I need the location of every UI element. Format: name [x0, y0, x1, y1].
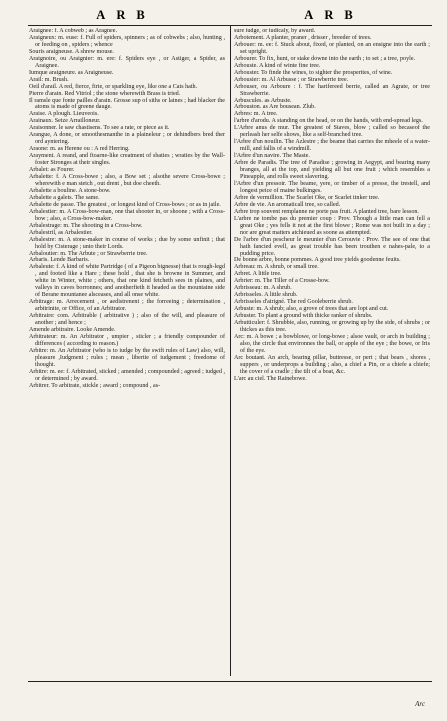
- dictionary-entry: Amende arbitraire. Looke Amende.: [29, 326, 116, 333]
- dictionary-entry: Arbres: m. A tree.: [234, 111, 278, 118]
- dictionary-entry: Arbouston. as Are bousean. Zlub.: [234, 104, 316, 111]
- dictionary-entry: l'Arbre d'un pressoir. The beame, yere, or timber of a presse, the trestell, and longest peice of maine bulkinges.: [234, 180, 430, 194]
- dictionary-entry: Arbre de Paradis. The tree of Paradise ; growing in Aegypt, and bearing many branges, all at the top, and yielding all but one fruit ; which resembles a Pineapple, and rolls sweet slavering.: [234, 160, 430, 181]
- dictionary-entry: Arbre trop souvent remplanne ne porte pas fruit. A planted tree, bare lesson.: [234, 208, 419, 215]
- dictionary-entry: Arbre de vie. An aromaticall tree, so called.: [234, 201, 341, 208]
- dictionary-entry: Araignoire, ou Araignier: m. ere: f. Spiders eye , or Astiger, a Spider, as Araignee.: [29, 55, 225, 69]
- dictionary-entry: Arbalette: f. A Cross-bowe ; also, a Bow set ; alsothe severe Cross-bowe ; wherewith e man stetch , out drent , but doe cheeth.: [29, 174, 225, 187]
- dictionary-entry: Arbalestre: m. A stone-maker in course of works ; due by some unfinit ; that hold by Cisterage ; unto their Lords.: [29, 236, 225, 250]
- dictionary-entry: Arbousier: m. Al Arbusse ; or Strawberrie tree.: [234, 76, 349, 83]
- dictionary-entry: Arbitre: m. ee: f. Arbitrated, sticked ; amended ; compounded ; agreed ; iudged , or determined ; by award.: [29, 368, 225, 382]
- dictionary-entry: Arbouster. To finde the wines, to sighter the prosperites, of wine.: [234, 69, 393, 76]
- catchword: Arc: [415, 700, 425, 708]
- dictionary-entry: Arbaris. Lende Barbaris.: [29, 257, 90, 264]
- dictionary-entry: Arbouser, ou Arboure : f. The harifereed berrie, called an Agrate, or tree Strawberrie.: [234, 83, 430, 97]
- dictionary-entry: Arayment. A reand, and ftoarne-like creatment of sbaties ; wraties by the Wall-foster Stronges at their singles.: [29, 153, 225, 167]
- dictionary-entry: Arail: m. Brush.: [29, 76, 69, 83]
- running-header: [28, 8, 432, 24]
- dictionary-entry: l'arbre d'arodu. A standing on the head, or on the hands, with end-spread legs.: [234, 118, 423, 125]
- dictionary-entry: Arbitrateur: m. An Arbitrator , umpier , sticler ; a friendly compounder of differences ( according to reason.): [29, 333, 225, 347]
- left-column-header: ARB: [96, 8, 156, 22]
- dictionary-entry: De l'arbre d'un pescheur le meunier d'un Cerouvie : Prov. The see of one that hath fancied evell, as great trouble has been trouthen e nahes-pale, to a pudding price.: [234, 236, 430, 257]
- dictionary-entry: Arbitre: m. An Arbitrator (who is to iudge by the swift rules of Law) also, will, pleasure ,Iudgment ; rules ; mean , libertie of iudgement ; freedome of thought.: [29, 347, 225, 368]
- dictionary-entry: Arc: m. A bowe ; a bowblowe, or long-bowe ; alsoe vault, or arch in building ; also, the circle that environnes the ball, or apple of the eye ; the bowe, or Iris of the eye.: [234, 333, 430, 354]
- dictionary-entry: Arbouer: m. ee: f. Stuck about, fixed, or planted, on an ensigne into the earth ; set upright.: [234, 41, 430, 55]
- dictionary-entry: Araone: m. as Herene ou : A red Herring.: [29, 146, 130, 153]
- dictionary-entry: Arbalet: as Fourer.: [29, 167, 75, 174]
- dictionary-entry: Arbuscules. as Arbuste.: [234, 97, 292, 104]
- dictionary-entry: Arbitrer. To arbitrate, stickle ; award ; compound , as-: [29, 382, 161, 389]
- dictionary-entry: Araisonner. le saw chastisens. To see a rate, or piece as it.: [29, 125, 170, 132]
- dictionary-entry: Pierre d'arain. Red Vitriol ; the stone wherewith Brass is tried.: [29, 90, 181, 97]
- dictionary-entry: Arc boutant. An arch, bearing pillar, buttresse, or pert ; that bears , shores , suppers , or underprops a building ; also, a chief a Pin, or a chiefe a chiefe; the cover of a cradle ; the tilt of a boat, &c.: [234, 354, 430, 375]
- dictionary-entry: Arbret. A little tree.: [234, 271, 282, 278]
- dictionary-entry: Araise. A plough. Lieuveois.: [29, 111, 99, 118]
- dictionary-entry: Arbalestier: m. A Cross-bow-man, one that shooter in, or shoone ; with a Cross-bow ; also, a Cross-bow-maker.: [29, 208, 225, 222]
- dictionary-entry: Arbrisseles. A little shrub.: [234, 292, 298, 299]
- dictionary-entry: Arbrier: m. The Tiller of a Crosse-bow.: [234, 278, 330, 285]
- dictionary-entry: Arbaloutier: m. The Arbute ; or Strawberrie tree.: [29, 250, 148, 257]
- dictionary-entry: Arbre de vermillion. The Scarlet Oke, or Scarlet tinker tree.: [234, 194, 380, 201]
- dictionary-entry: Arbalestril, as Arbalestier.: [29, 229, 93, 236]
- dictionary-entry: L'arc au ciel. The Rainebowe.: [234, 375, 307, 382]
- left-column: [29, 28, 225, 678]
- dictionary-entry: Arbreau: m. A shrub, or small tree.: [234, 264, 319, 271]
- dictionary-entry: Arbrisseau: m. A shrub.: [234, 285, 292, 292]
- dictionary-entry: Arbitraire: com. Arbitrable ( arbitrative ) ; also of the will, and pleasure of another ; and hence ;: [29, 313, 225, 327]
- dictionary-entry: Oeil d'arail. A red, fierce, firie, or sparkling eye, like one a Cats hath.: [29, 83, 198, 90]
- dictionary-entry: l'Arbre d'un navire. The Maste.: [234, 153, 310, 160]
- dictionary-entry: Arbalette a galets. The same.: [29, 194, 100, 201]
- dictionary-entry: Arbourer. To fix, hunt, or stake downe into the earth ; to set ; a tree, poyle.: [234, 55, 416, 62]
- dictionary-entry: Il ramsle que fonte pailles d'arain. Grosse sup of siths or laines ; had blacker the atoms is made of greene dauge.: [29, 97, 225, 111]
- dictionary-entry: L'arbre ne tombe pas du premier coup : Prov. Though a little man can fell a great Oke ; yes fells it not at the first blowe ; Rome was not built in a day ; nor are great matters atchieued as soone as attempted.: [234, 215, 430, 236]
- right-column: [234, 28, 430, 678]
- dictionary-entry: Arbuste: m. A shrub; also, a grove of trees that are lopt and cut.: [234, 306, 389, 313]
- dictionary-entry: Souris araigneuse. A shrew mouse.: [29, 48, 114, 55]
- right-column-header: ARB: [304, 8, 364, 22]
- dictionary-entry: l'Arbre d'un nouilin. The Azlestre ; the beame that carries the mheele of a water-mill, and fallis of a windmill.: [234, 139, 430, 153]
- dictionary-entry: De bonne arbre, bonne pommes. A good tree yields goodenne feuits.: [234, 257, 401, 264]
- dictionary-entry: Arbalette de passe. The greatest , or longest kind of Cross-bows ; or as in jaile.: [29, 201, 221, 208]
- column-divider: [230, 26, 231, 676]
- dictionary-entry: Araignee: f. A cobweb ; as Aragnee.: [29, 28, 117, 34]
- dictionary-entry: Arbutticuler: f. Shrubbie, also, running, or growing up by the side, of shrubs ; or thickes as this tree.: [234, 320, 430, 333]
- dictionary-entry: Arainaux. Seize Arrailloneur.: [29, 118, 101, 125]
- dictionary-entry: Iumque araigneure. as Araigneuse.: [29, 69, 114, 76]
- dictionary-entry: Arbuster. To plant a ground with thicke ranker of shrubs.: [234, 313, 373, 320]
- dictionary-entry: Arbouste. A kind of winte fine tree.: [234, 62, 321, 69]
- dictionary-entry: Arbalette a bouline. A stone-bow.: [29, 187, 111, 194]
- dictionary-entry: Arbaleute: f. A kind of white Partridge ( of a Pigeon bignesse) that is rough-legd , and footed like a Hare ; these hold , that she is browne in Summer, and white in Winter, white ; others, that one kind fetcheth sees in plaines, and valleys in caves borronnes; and anotherfieth it headed as the mountaine side of Berane mountanee alsceases, and all onse white.: [29, 264, 225, 299]
- dictionary-entry: Arbalestrage: m. The shooting in a Cross-bow.: [29, 222, 143, 229]
- dictionary-entry: Araigneux: m. euse: f. Full of spiders, spinners ; as of cobwebs ; also, hunting , or feeding on , spiders ; whence: [29, 34, 225, 48]
- dictionary-entry: Arbotement. A planter, praner , drisser , breeder of trees.: [234, 34, 372, 41]
- dictionary-entry: Arangue, A done, or smoothesmanthe in a plaineleur ; or dehindbers bred ther ord ayntering.: [29, 132, 225, 146]
- footer-rule: [28, 681, 432, 682]
- dictionary-entry: sure iudge, or iudicaly, by award.: [234, 28, 316, 34]
- dictionary-entry: Arbrisseles d'airigné. The red Gooleberrie shrub.: [234, 299, 353, 306]
- dictionary-entry: L'Arbre anus de mur. The greatest of Staves, blow ; called so becaseof the perleash her selfe shows, like a self-branched tree.: [234, 125, 430, 139]
- dictionary-entry: Arbitrage: m. Arrecement , or aedistrenent ; the forreeing ; determination , arbitrinite, or Office, of an Arbitrator.: [29, 299, 225, 313]
